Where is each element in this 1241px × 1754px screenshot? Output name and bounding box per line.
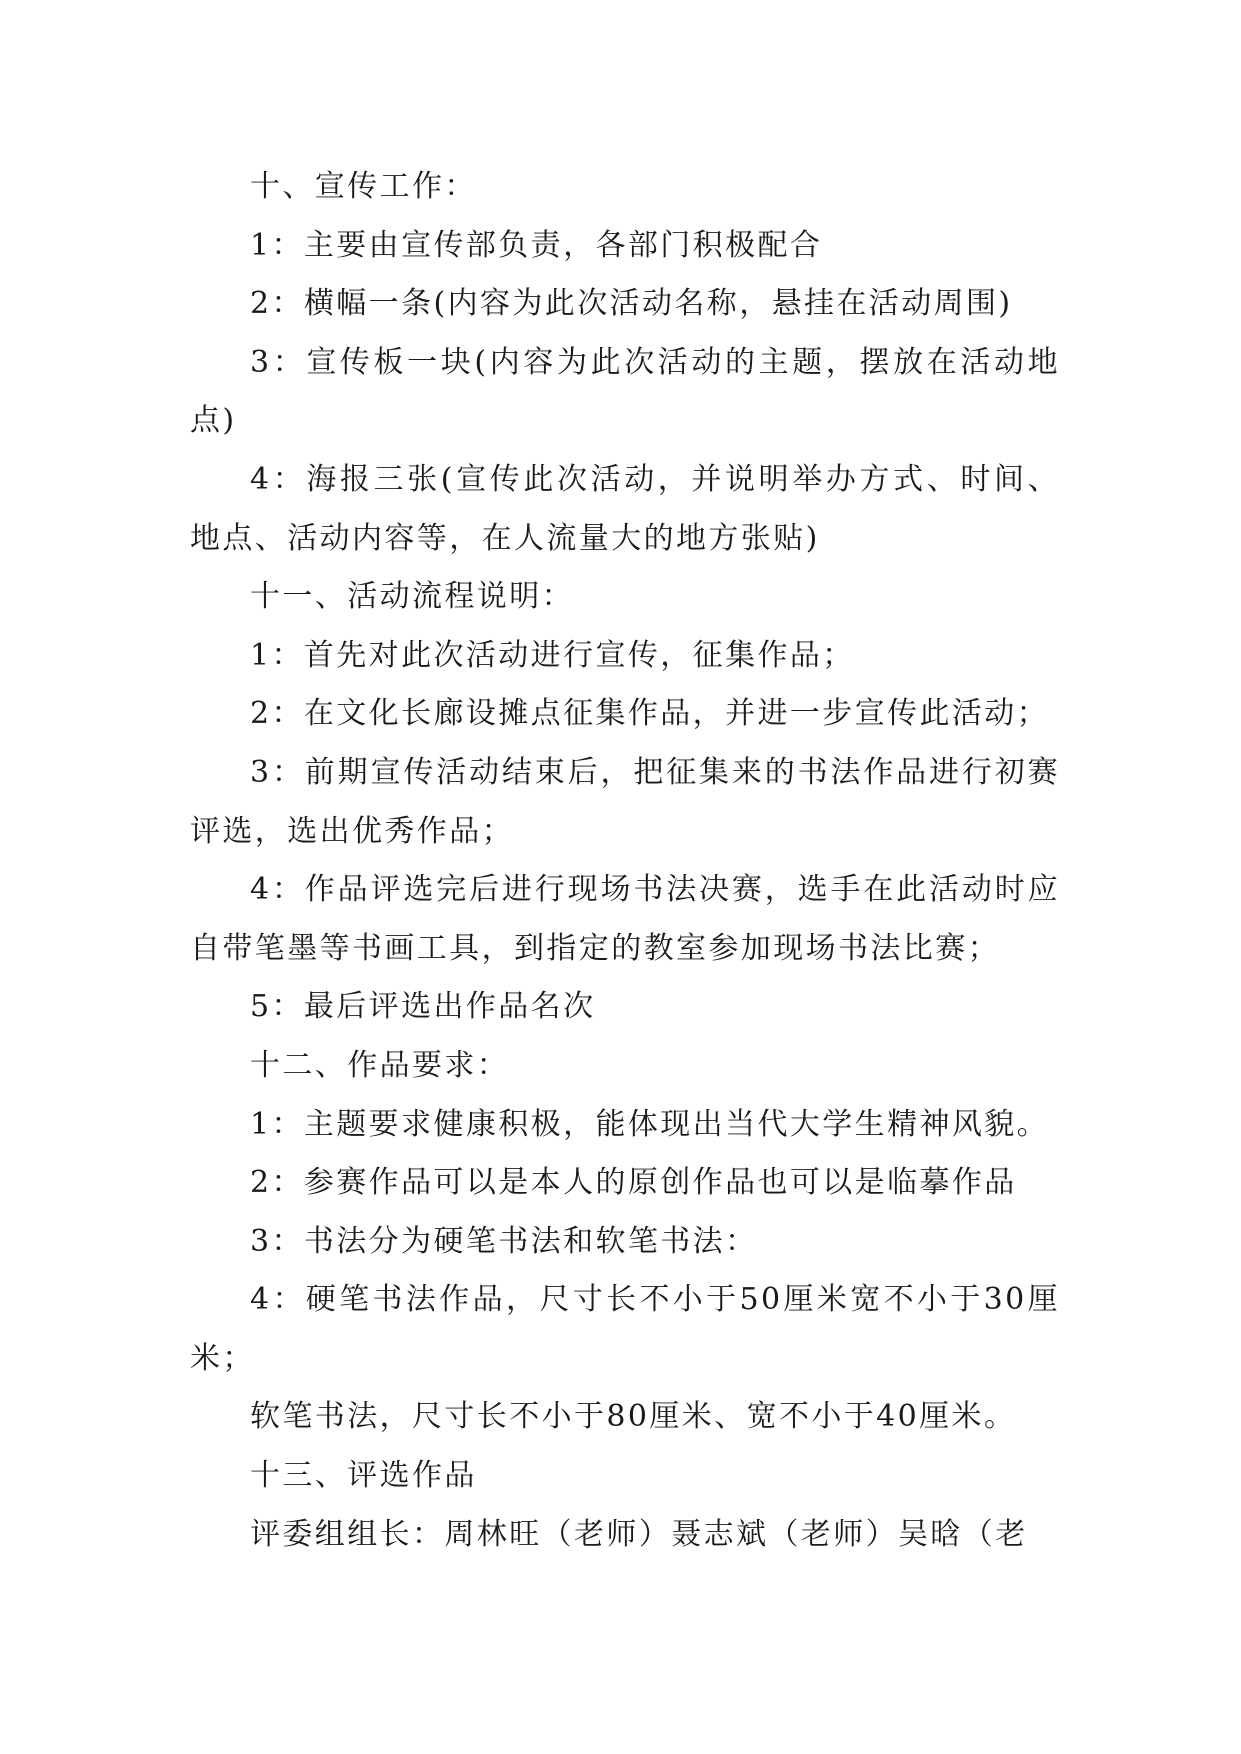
paragraph: 1：主题要求健康积极，能体现出当代大学生精神风貌。 [250, 1106, 1050, 1142]
paragraph: 5：最后评选出作品名次 [250, 989, 596, 1025]
document-body [190, 158, 1060, 1564]
section-heading-judging: 十三、评选作品 [250, 1458, 477, 1494]
paragraph: 4：作品评选完后进行现场书法决赛，选手在此活动时应自带笔墨等书画工具，到指定的教室参加现场书法比赛； [190, 872, 1060, 966]
paragraph: 3：前期宣传活动结束后，把征集来的书法作品进行初赛评选，选出优秀作品； [190, 754, 1060, 849]
section-heading-requirements: 十二、作品要求： [250, 1047, 510, 1083]
paragraph: 3：书法分为硬笔书法和软笔书法： [250, 1223, 758, 1259]
paragraph: 软笔书法，尺寸长不小于80厘米、宽不小于40厘米。 [250, 1399, 1017, 1435]
paragraph: 2：参赛作品可以是本人的原创作品也可以是临摹作品 [250, 1165, 1017, 1201]
section-heading-publicity: 十、宣传工作： [250, 169, 477, 204]
paragraph: 2：在文化长廊设摊点征集作品，并进一步宣传此活动； [250, 696, 1050, 732]
paragraph: 3：宣传板一块(内容为此次活动的主题，摆放在活动地点) [190, 344, 1060, 439]
paragraph: 1：首先对此次活动进行宣传，征集作品； [250, 637, 855, 673]
paragraph: 评委组组长：周林旺（老师）聂志斌（老师）吴晗（老 [250, 1516, 1028, 1552]
paragraph: 4：海报三张(宣传此次活动，并说明举办方式、时间、地点、活动内容等，在人流量大的地方张贴) [190, 461, 1060, 556]
paragraph: 4：硬笔书法作品，尺寸长不小于50厘米宽不小于30厘米； [190, 1282, 1060, 1376]
section-heading-process: 十一、活动流程说明： [250, 579, 574, 615]
paragraph: 1：主要由宣传部负责，各部门积极配合 [250, 227, 823, 263]
paragraph: 2：横幅一条(内容为此次活动名称，悬挂在活动周围) [250, 286, 1013, 322]
